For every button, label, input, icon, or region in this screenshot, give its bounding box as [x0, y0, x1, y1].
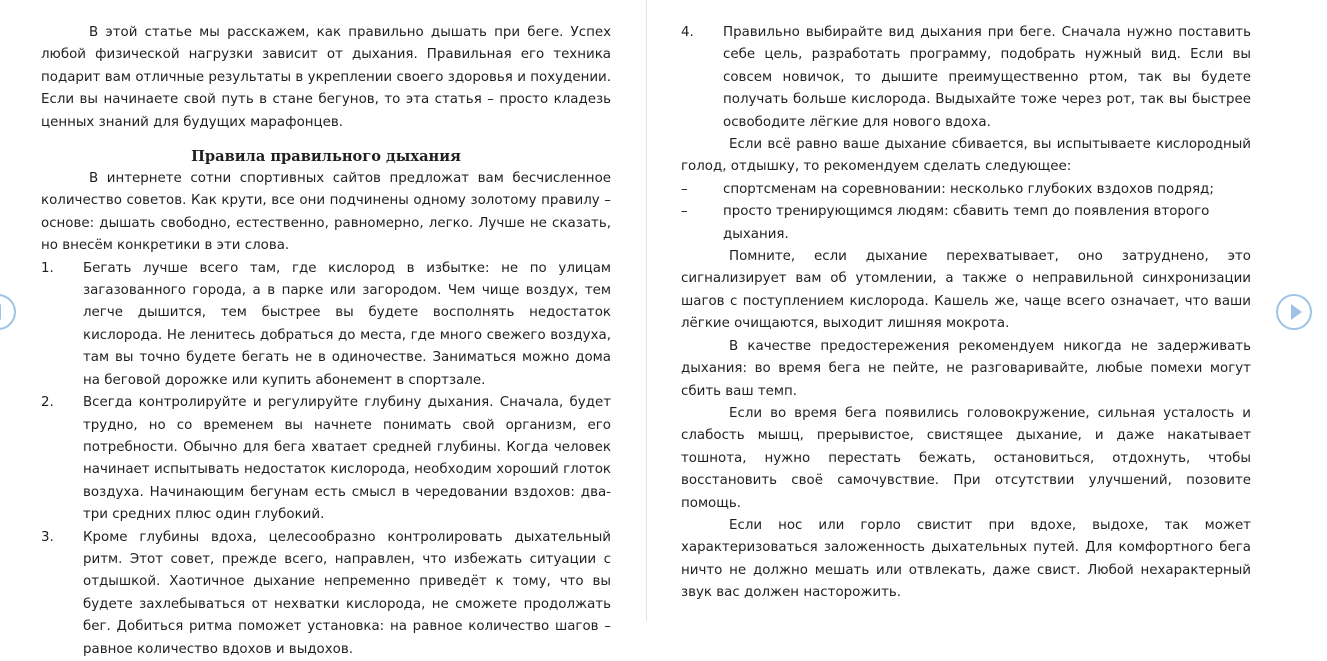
rules-intro-paragraph: В интернете сотни спортивных сайтов предложат вам бесчисленное количество советов. Как крути, все они подчинены одному золотому правилу – основе: дышать свободно, естественно, равномерно, легко. Лучше не сказать, но внесём конкретики в эти слова. — [41, 171, 611, 254]
item-text: Бегать лучше всего там, где кислород в избытке: не по улицам загазованного города, а в парке или загородом. Чем чище воздух, тем легче дышится, тем быстрее вы будете восполнять недостаток кислорода. Не ленитесь добраться до места, где много свежего воздуха, там вы точно будете бегать не в одиночестве. Заниматься можно дома на беговой дорожке или купить абонемент в спортзале. — [83, 260, 611, 388]
chevron-left-icon — [0, 304, 1, 320]
bullet-item-trainees — [681, 201, 1251, 246]
section-heading: Правила правильного дыхания — [191, 148, 461, 166]
item-text: Кроме глубины вдоха, целесообразно контролировать дыхательный ритм. Этот совет, прежде всего, направлен, что избежать ситуации с отдышкой. Хаотичное дыхание непременно приведёт к тому, что вы будете захлебываться от нехватки кислорода, не сможете продолжать бег. Добиться ритма поможет установка: на равное количество шагов – равное количество вдохов и выдохов. — [83, 529, 611, 657]
item-number: 2. — [41, 395, 54, 411]
play-right-icon — [1291, 304, 1302, 320]
warning-paragraph: В качестве предостережения рекомендуем никогда не задерживать дыхания: во время бега не пейте, не разговаривайте, любые помехи могут сбить ваш темп. — [681, 338, 1251, 399]
oxygen-hunger-paragraph: Если всё равно ваше дыхание сбивается, вы испытываете кислородный голод, отдышку, то рекомендуем сделать следующее: — [681, 137, 1251, 175]
bullet-text: просто тренирующимся людям: сбавить темп до появления второго дыхания. — [723, 204, 1210, 242]
whistling-paragraph: Если нос или горло свистит при вдохе, выдохе, так может характеризоваться заложенность дыхательных путей. Для комфортного бега ничто не должно мешать или отвлекать, даже свист. Любой нехарактерный звук вас должен насторожить. — [681, 517, 1251, 601]
left-page-text-column — [41, 22, 611, 661]
item-text: Правильно выбирайте вид дыхания при беге. Сначала нужно поставить себе цель, разработать программу, подобрать нужный вид. Если вы совсем новичок, то дышите преимущественно ртом, так вы будете получать больше кислорода. Выдыхайте тоже через рот, так вы быстрее освободите лёгкие для нового вдоха. — [723, 25, 1251, 130]
bullet-text: спортсменам на соревновании: несколько глубоких вздохов подряд; — [723, 181, 1214, 197]
numbered-item-1 — [41, 258, 611, 392]
numbered-item-2 — [41, 392, 611, 526]
item-number: 4. — [681, 25, 694, 40]
dash-marker: – — [681, 204, 688, 220]
numbered-item-3 — [41, 527, 611, 661]
bullet-item-athletes — [681, 179, 1251, 201]
right-page-text-column — [681, 22, 1251, 605]
item-text: Всегда контролируйте и регулируйте глубину дыхания. Сначала, будет трудно, но со временем вы начнете понимать свой организм, его потребности. Обычно для бега хватает средней глубины. Когда человек начинает испытывать недостаток кислорода, необходим хороший глоток воздуха. Начинающим бегунам есть смысл в чередовании вздохов: два-три средних плюс один глубокий. — [83, 395, 611, 523]
breath-fatigue-paragraph: Помните, если дыхание перехватывает, оно затруднено, это сигнализирует вам об утомлении, а также о неправильной синхронизации шагов с поступлением кислорода. Кашель же, чаще всего означает, что ваши лёгкие очищаются, выходит лишняя мокрота. — [681, 249, 1251, 332]
item-number: 1. — [41, 260, 54, 276]
next-page-button[interactable] — [1276, 294, 1312, 330]
item-number: 3. — [41, 529, 54, 545]
left-page — [0, 0, 646, 657]
dizziness-paragraph: Если во время бега появились головокружение, сильная усталость и слабость мышц, прерывистое, свистящее дыхание, и даже накатывает тошнота, нужно перестать бежать, остановиться, отдохнуть, чтобы восстановить своё самочувствие. При отсутствии улучшений, позовите помощь. — [681, 405, 1251, 511]
right-page — [647, 0, 1327, 621]
numbered-item-4 — [681, 22, 1251, 134]
intro-paragraph: В этой статье мы расскажем, как правильно дышать при беге. Успех любой физической нагрузки зависит от дыхания. Правильная его техника подарит вам отличные результаты в укреплении своего здоровья и похудении. Если вы начинаете свой путь в стане бегунов, то эта статья – просто кладезь ценных знаний для будущих марафонцев. — [41, 25, 611, 130]
dash-marker: – — [681, 181, 688, 197]
